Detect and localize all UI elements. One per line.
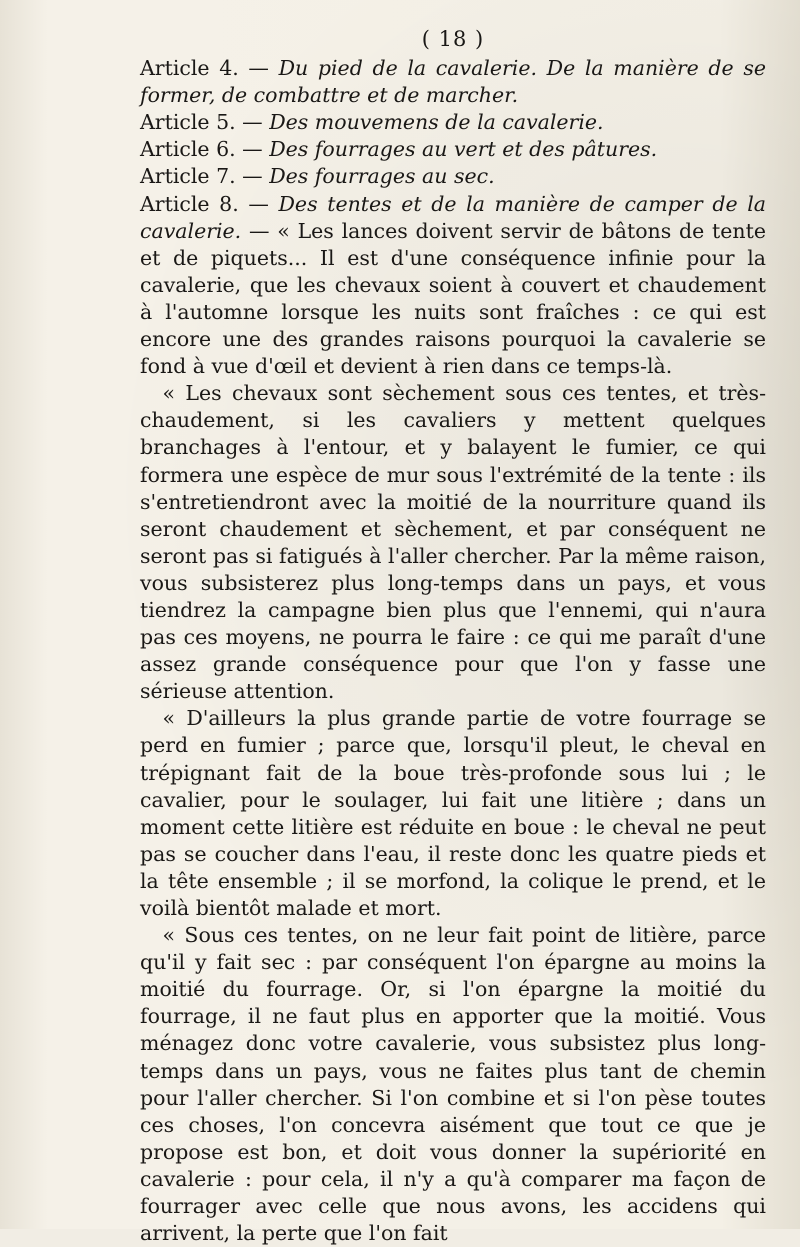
article-8-label: Article 8. — (140, 191, 279, 216)
article-7 (140, 163, 766, 190)
article-6-title: Des fourrages au vert et des pâtures. (269, 137, 658, 162)
article-5 (140, 109, 766, 136)
article-8 (140, 191, 766, 381)
article-4-label: Article 4. — (140, 56, 279, 81)
article-4 (140, 55, 766, 109)
article-6 (140, 136, 766, 163)
paragraph-litiere: « Sous ces tentes, on ne leur fait point de litière, parce qu'il y fait sec : par conséquent l'on épargne au moins la moitié du fourrage. Or, si l'on épargne la moitié du fourrage, il ne faut plus en apporter que la moitié. Vous ménagez donc votre cavalerie, vous subsistez plus long-temps dans un pays, vous ne faites plus tant de chemin pour l'aller chercher. Si l'on combine et si l'on pèse toutes ces choses, l'on concevra aisément que tout ce que je propose est bon, et doit vous donner la supériorité en cavalerie : pour cela, il n'y a qu'à comparer ma façon de fourrager avec celle que nous avons, les accidens qui arrivent, la perte que l'on fait (140, 923, 766, 1246)
paragraph-tentes: « Les chevaux sont sèchement sous ces tentes, et très-chaudement, si les cavaliers y mettent quelques branchages à l'entour, et y balayent le fumier, ce qui formera une espèce de mur sous l'extrémité de la tente : ils s'entretiendront avec la moitié de la nourriture quand ils seront chaudement et sèchement, et par conséquent ne seront pas si fatigués à l'aller chercher. Par la même raison, vous subsisterez plus long-temps dans un pays, et vous tiendrez la campagne bien plus que l'ennemi, qui n'aura pas ces moyens, ne pourra le faire : ce qui me paraît d'une assez grande conséquence pour que l'on y fasse une sérieuse attention. (140, 381, 766, 704)
article-6-label: Article 6. — (140, 137, 270, 162)
paragraph-fumier: « D'ailleurs la plus grande partie de votre fourrage se perd en fumier ; parce que, lorsqu'il pleut, le cheval en trépignant fait de la boue très-profonde sous lui ; le cavalier, pour le soulager, lui fait une litière ; dans un moment cette litière est réduite en boue : le cheval ne peut pas se coucher dans l'eau, il reste donc les quatre pieds et la tête ensemble ; il se morfond, la colique le prend, et le voilà bientôt malade et mort. (140, 706, 766, 920)
article-4-title: Du pied de la cavalerie. De la manière de se former, de combattre et de marcher. (140, 56, 766, 108)
page-number: ( 18 ) (421, 27, 485, 51)
article-8-text: — « Les lances doivent servir de bâtons de tente et de piquets... Il est d'une conséquence infinie pour la cavalerie, que les chevaux soient à couvert et chaudement à l'automne lorsque les nuits sont fraîches : ce qui est encore une des grandes raisons pourquoi la cavalerie se fond à vue d'œil et devient à rien dans ce temps-là. (140, 218, 766, 379)
article-8-title: Des tentes et de la manière de camper de la cavalerie. (140, 191, 766, 243)
article-7-label: Article 7. — (140, 164, 270, 189)
article-7-title: Des fourrages au sec. (269, 164, 495, 189)
article-5-title: Des mouvemens de la cavalerie. (269, 110, 604, 135)
page-text (140, 26, 766, 1247)
article-5-label: Article 5. — (140, 110, 270, 135)
